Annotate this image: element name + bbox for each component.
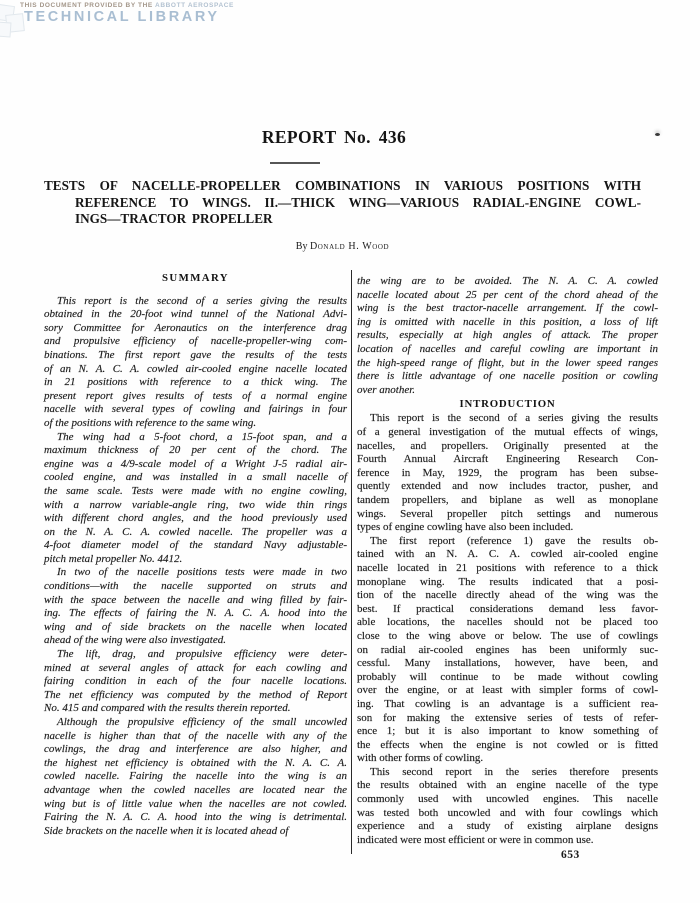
- text-line: pitch metal propeller No. 4412.: [44, 552, 183, 565]
- text-line: nacelle is higher than that of the nacelle with any of the: [44, 729, 347, 742]
- text-line: tained with an N. A. C. A. cowled air-cooled engine: [357, 548, 658, 561]
- introduction-heading: INTRODUCTION: [459, 398, 556, 411]
- watermark-brand-text: ABBOTT AEROSPACE: [155, 2, 234, 9]
- text-line: binations. The first report gave the results of the tests: [44, 348, 347, 361]
- introduction-text: [357, 412, 658, 847]
- text-line: ing. The effects of fairing the N. A. C. A. hood into the: [44, 607, 347, 620]
- text-line: close to the wing above or below. The use of cowlings: [357, 629, 658, 642]
- paper-title: [44, 178, 641, 228]
- text-line: Side brackets on the nacelle when it is located ahead of: [44, 824, 289, 837]
- text-line: present report gives results of tests of a normal engine: [44, 389, 347, 402]
- text-line: results, especially at high angles of attack. The proper: [357, 329, 658, 342]
- text-line: of the positions with reference to the same wing.: [44, 416, 257, 429]
- text-line: cessful. Many installations, however, have been, and: [357, 657, 658, 670]
- author-name: Donald H. Wood: [309, 241, 390, 252]
- report-number: REPORT No. 436: [261, 127, 407, 147]
- text-line: This report is the second of a series giving the results: [57, 294, 347, 307]
- page-number: 653: [561, 849, 580, 861]
- text-line: and propulsive efficiency of nacelle-propeller-wing com-: [44, 335, 347, 348]
- text-line: conditions—with the nacelle supported on struts and: [44, 580, 347, 593]
- text-line: mined at several angles of attack for each cowling and: [44, 661, 347, 674]
- text-line: monoplane wing. The results indicated that a posi-: [357, 575, 658, 588]
- text-line: there is little advantage of one nacelle position or cowling: [357, 370, 658, 383]
- text-line: of a general investigation of the mutual effects of wings,: [357, 426, 658, 439]
- text-line: location of nacelles and careful cowling are important in: [357, 342, 658, 355]
- byline: [44, 241, 641, 252]
- title-rule: [270, 162, 320, 164]
- text-line: quently extended and now includes tractor, pusher, and: [357, 480, 658, 493]
- text-line: wing but is of little value when the nacelles are not cowled.: [44, 797, 347, 810]
- text-line: ahead of the wing were also investigated.: [44, 634, 226, 647]
- text-line: in 21 positions with reference to a thick wing. The: [44, 376, 347, 389]
- text-line: over the engine, or at least with simpler forms of cowl-: [357, 684, 658, 697]
- text-line: son for making the extensive series of tests of refer-: [357, 711, 658, 724]
- text-line: Fourth Annual Aircraft Engineering Research Con-: [357, 453, 658, 466]
- right-column: [357, 275, 658, 847]
- text-line: the wing are to be avoided. The N. A. C. A. cowled: [357, 275, 658, 287]
- text-line: best. If practical considerations demand less favor-: [357, 602, 658, 615]
- text-line: tion of the nacelle directly ahead of the wing was the: [357, 589, 658, 602]
- text-line: over another.: [357, 383, 416, 396]
- paper-title-line-1: TESTS OF NACELLE-PROPELLER COMBINATIONS IN VARIOUS POSITIONS WITH: [44, 178, 641, 193]
- text-line: ence 1; but it is also important to know something of: [357, 725, 658, 738]
- text-line: advantage when the cowled nacelles are located near the: [44, 783, 347, 796]
- text-line: engine was a 4/9-scale model of a Wright J-5 radial air-: [44, 457, 347, 470]
- byline-prefix: By: [295, 241, 308, 252]
- text-line: This report is the second of a series giving the results: [370, 412, 658, 425]
- text-line: wing and of side brackets on the nacelle when located: [44, 620, 347, 633]
- text-line: wing is the best tractor-nacelle arrangement. If the cowl-: [357, 302, 658, 315]
- watermark-library-text: TECHNICAL LIBRARY: [24, 9, 220, 25]
- text-line: the results obtained with an engine nacelle of the type: [357, 779, 658, 792]
- left-column: [44, 272, 347, 838]
- text-line: nacelle located in 21 positions with reference to a thick: [357, 561, 658, 574]
- text-line: the highest net efficiency is obtained with the N. A. C. A.: [44, 756, 347, 769]
- text-line: nacelle located about 25 per cent of the chord ahead of the: [357, 288, 658, 301]
- text-line: maximum thickness of 20 per cent of the chord. The: [44, 444, 347, 457]
- text-line: commonly used with uncowled engines. This nacelle: [357, 793, 658, 806]
- text-line: cooled engine, and was installed in a small nacelle of: [44, 471, 347, 484]
- text-line: able locations, the nacelles should not be placed too: [357, 616, 658, 629]
- summary-continuation-text: [357, 275, 658, 397]
- text-line: ference in May, 1929, the program has been subse-: [357, 466, 658, 479]
- text-line: tandem propellers, and biplane as well as monoplane: [357, 494, 658, 506]
- paper-title-line-2: REFERENCE TO WINGS. II.—THICK WING—VARIOUS RADIAL-ENGINE COWL-: [75, 194, 641, 210]
- text-line: In two of the nacelle positions tests were made in two: [57, 566, 347, 579]
- text-line: 4-foot diameter model of the standard Navy adjustable-: [44, 539, 347, 552]
- text-line: The lift, drag, and propulsive efficiency were deter-: [57, 648, 347, 661]
- text-line: ing. That cowling is an advantage is a sufficient rea-: [357, 697, 658, 710]
- column-divider: [351, 270, 352, 854]
- text-line: This second report in the series therefore presents: [370, 765, 658, 778]
- text-line: indicated were most efficient or were in common use.: [357, 833, 594, 846]
- text-line: nacelle with several types of cowling and fairings in four: [44, 403, 347, 416]
- text-line: wings. Several propeller pitch settings and numerous: [357, 507, 658, 520]
- text-line: the effects when the engine is not cowled or is fitted: [357, 738, 658, 751]
- text-line: fairing condition in each of the four nacelle locations.: [44, 675, 347, 688]
- text-line: cowled nacelle. Fairing the nacelle into the wing is an: [44, 770, 347, 783]
- text-line: Although the propulsive efficiency of the small uncowled: [57, 716, 347, 728]
- text-line: probably will continue to be made without cowling: [357, 670, 658, 683]
- text-line: obtained in the 20-foot wind tunnel of the National Advi-: [44, 308, 347, 321]
- text-line: with a narrow variable-angle ring, two wide thin rings: [44, 498, 347, 511]
- summary-heading: SUMMARY: [162, 272, 229, 284]
- text-line: of an N. A. C. A. cowled air-cooled engine nacelle located: [44, 362, 347, 375]
- text-line: The wing had a 5-foot chord, a 15-foot span, and a: [57, 430, 347, 443]
- text-line: cowlings, the drag and interference are also higher, and: [44, 743, 347, 756]
- text-line: was tested both uncowled and with four cowlings which: [357, 806, 658, 819]
- text-line: with other forms of cowling.: [357, 752, 484, 765]
- text-line: experience and a study of existing airplane designs: [357, 820, 658, 833]
- text-line: on the N. A. C. A. cowled nacelle. The propeller was a: [44, 525, 347, 538]
- text-line: the high-speed range of flight, but in the lower speed ranges: [357, 356, 658, 369]
- text-line: Fairing the N. A. C. A. hood into the wing is detrimental.: [44, 811, 347, 824]
- text-line: on radial air-cooled engines has been uniformly suc-: [357, 643, 658, 656]
- watermark-provided-by: [20, 2, 238, 9]
- text-line: types of engine cowling have also been included.: [357, 521, 574, 534]
- text-line: The net efficiency was computed by the method of Report: [44, 688, 347, 701]
- watermark-provided-by-text: THIS DOCUMENT PROVIDED BY THE: [20, 2, 153, 9]
- paper-title-line-3: INGS—TRACTOR PROPELLER: [75, 211, 273, 227]
- text-line: the same scale. Tests were made with no engine cowling,: [44, 484, 347, 497]
- text-line: The first report (reference 1) gave the results ob-: [370, 534, 658, 547]
- text-line: nacelles, and propellers. Originally presented at the: [357, 439, 658, 452]
- summary-text: [44, 295, 347, 839]
- text-line: ing is omitted with nacelle in this position, a loss of lift: [357, 315, 658, 328]
- text-line: with different chord angles, and the hood previously used: [44, 512, 347, 525]
- text-line: with the space between the nacelle and wing filled by fair-: [44, 593, 347, 606]
- ink-speck: [655, 133, 660, 136]
- text-line: sory Committee for Aeronautics on the interference drag: [44, 321, 347, 334]
- text-line: No. 415 and compared with the results therein reported.: [44, 702, 291, 715]
